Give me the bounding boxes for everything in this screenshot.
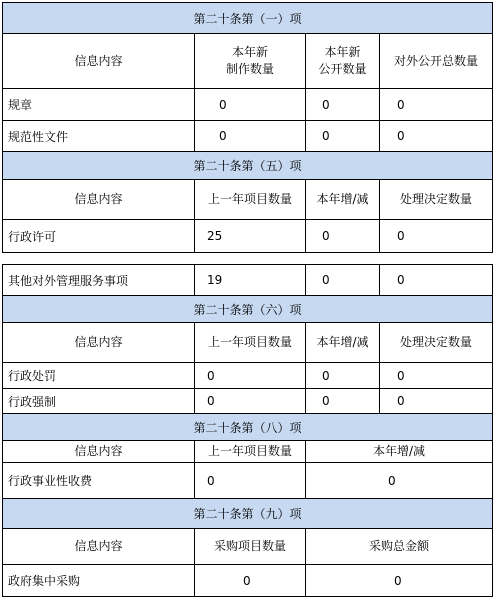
value-cell: 0	[306, 220, 380, 253]
value-cell: 0	[306, 463, 493, 499]
column-header: 采购项目数量	[195, 529, 306, 565]
column-header: 处理决定数量	[380, 323, 493, 363]
value-cell: 0	[306, 89, 380, 121]
value-cell: 0	[306, 264, 380, 296]
column-header: 信息内容	[2, 323, 195, 363]
row-label: 政府集中采购	[2, 565, 195, 597]
section-title: 第二十条第（五）项	[2, 152, 493, 180]
column-header: 本年增/减	[306, 441, 493, 463]
table-row	[2, 264, 493, 296]
value-cell: 25	[195, 220, 306, 253]
column-header: 采购总金额	[306, 529, 493, 565]
column-header: 信息内容	[2, 180, 195, 220]
value-cell: 0	[380, 121, 493, 152]
value-cell: 0	[380, 89, 493, 121]
section-title: 第二十条第（六）项	[2, 296, 493, 323]
row-label: 行政处罚	[2, 363, 195, 389]
value-cell: 0	[195, 389, 306, 414]
value-cell: 0	[380, 363, 493, 389]
row-label: 行政强制	[2, 389, 195, 414]
section-title: 第二十条第（一）项	[2, 2, 493, 34]
section-title: 第二十条第（八）项	[2, 414, 493, 441]
column-header: 信息内容	[2, 529, 195, 565]
value-cell: 0	[195, 121, 306, 152]
value-cell: 0	[306, 565, 493, 597]
value-cell: 0	[306, 389, 380, 414]
value-cell: 0	[195, 565, 306, 597]
row-label: 规章	[2, 89, 195, 121]
column-header: 上一年项目数量	[195, 323, 306, 363]
table-row	[2, 389, 493, 414]
value-cell: 0	[380, 220, 493, 253]
row-label: 行政事业性收费	[2, 463, 195, 499]
column-header: 本年增/减	[306, 323, 380, 363]
row-label: 行政许可	[2, 220, 195, 253]
row-label: 规范性文件	[2, 121, 195, 152]
value-cell: 0	[306, 121, 380, 152]
value-cell: 0	[195, 89, 306, 121]
column-header: 上一年项目数量	[195, 180, 306, 220]
column-header: 本年新 制作数量	[195, 34, 306, 89]
column-header: 本年新 公开数量	[306, 34, 380, 89]
value-cell: 0	[306, 363, 380, 389]
table-row	[2, 565, 493, 597]
column-header: 上一年项目数量	[195, 441, 306, 463]
table-row	[2, 89, 493, 121]
value-cell: 0	[195, 363, 306, 389]
row-label: 其他对外管理服务事项	[2, 264, 195, 296]
table-row	[2, 220, 493, 253]
value-cell: 0	[195, 463, 306, 499]
section-5	[2, 152, 493, 253]
column-header: 对外公开总数量	[380, 34, 493, 89]
column-header: 信息内容	[2, 34, 195, 89]
table-row	[2, 363, 493, 389]
column-header: 信息内容	[2, 441, 195, 463]
section-8	[2, 414, 493, 499]
table-row	[2, 121, 493, 152]
value-cell: 0	[380, 389, 493, 414]
value-cell: 0	[380, 264, 493, 296]
section-6	[2, 264, 493, 414]
section-9	[2, 499, 493, 597]
column-header: 本年增/减	[306, 180, 380, 220]
value-cell: 19	[195, 264, 306, 296]
table-row	[2, 463, 493, 499]
section-1	[2, 2, 493, 152]
column-header: 处理决定数量	[380, 180, 493, 220]
section-title: 第二十条第（九）项	[2, 499, 493, 529]
